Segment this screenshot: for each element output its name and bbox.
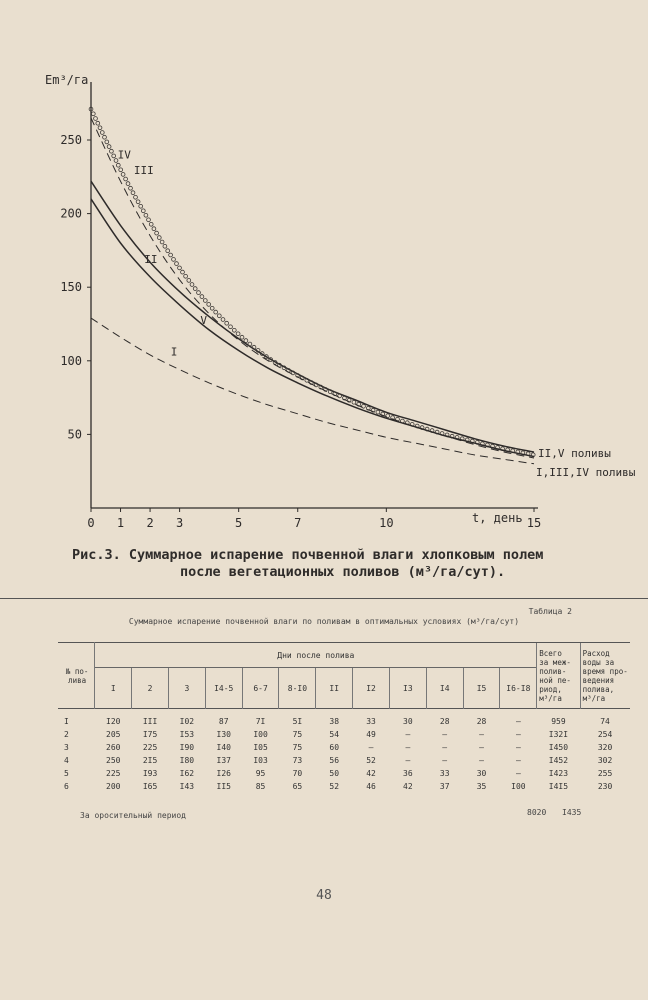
day-col-header: 2: [132, 668, 169, 709]
table-cell: 52: [329, 782, 340, 791]
y-tick-label: 200: [60, 206, 82, 221]
table-cell: I00: [253, 730, 268, 739]
series-III-marker: [94, 117, 98, 121]
table-cell: 30: [476, 769, 487, 778]
footer-rate: I435: [562, 808, 582, 817]
table-cell: 260: [106, 743, 121, 752]
table-row: [58, 728, 630, 741]
y-axis-label: Em³/га: [45, 73, 89, 87]
table-cell: –: [405, 756, 411, 765]
series-III-marker: [136, 200, 140, 204]
table-row: [58, 741, 630, 754]
series-III-marker: [169, 253, 173, 257]
series-III-marker: [203, 299, 207, 303]
table-cell: 28: [426, 709, 463, 729]
series-III-marker: [121, 173, 125, 177]
series-III-marker: [210, 306, 214, 310]
table-row: [58, 780, 630, 793]
table-number: Таблица 2: [528, 607, 572, 616]
table-cell: 87: [205, 709, 242, 729]
table-cell: 95: [255, 769, 266, 778]
day-col-header: II: [316, 668, 353, 709]
table-cell: –: [405, 743, 411, 752]
series-III-marker: [190, 283, 194, 287]
series-III-marker: [139, 204, 143, 208]
table-cell: 38: [316, 709, 353, 729]
series-III-marker: [240, 335, 244, 339]
series-I-label: I: [170, 345, 178, 359]
table-cell: 42: [403, 782, 413, 791]
table-cell: –: [515, 743, 521, 752]
table-cell: 46: [366, 782, 376, 791]
table-cell: 200: [106, 782, 121, 791]
x-tick-label: 5: [235, 516, 243, 530]
series-III-marker: [105, 140, 109, 144]
series-III-marker: [172, 258, 176, 262]
day-col-header: I5: [463, 668, 500, 709]
table-cell: 959: [537, 709, 580, 729]
table-cell: I423: [548, 769, 569, 778]
table-cell: 65: [292, 782, 303, 791]
series-III-marker: [157, 236, 161, 240]
series-III-marker: [175, 262, 179, 266]
footer-label: За оросительный период: [80, 811, 186, 820]
series-III-marker: [193, 287, 197, 291]
series-IV-label: IV: [117, 148, 131, 162]
table-cell: 36: [403, 769, 413, 778]
series-III-marker: [221, 318, 225, 322]
series-V-label: V: [200, 313, 207, 327]
row-number-cell: 4: [64, 756, 69, 765]
day-col-header: I4-5: [205, 668, 242, 709]
x-tick-label: 15: [526, 516, 542, 530]
series-III-marker: [131, 191, 135, 195]
evaporation-table: [58, 642, 630, 793]
table-cell: I75: [142, 730, 158, 739]
table-cell: I80: [179, 756, 195, 765]
table-cell: 30: [389, 709, 426, 729]
series-III-marker: [200, 295, 204, 299]
table-cell: I32I: [548, 730, 569, 739]
table-cell: 230: [597, 782, 613, 791]
table-cell: I90: [179, 743, 195, 752]
series-III-marker: [178, 266, 182, 270]
series-III-marker: [96, 121, 100, 125]
series-III-marker: [147, 218, 151, 222]
table-cell: I452: [548, 756, 569, 765]
x-axis-label: t, день: [472, 511, 523, 525]
series-III-marker: [124, 177, 128, 181]
series-III-marker: [91, 112, 95, 116]
table-cell: I4I5: [548, 782, 569, 791]
series-III-marker: [103, 135, 107, 139]
series-III-marker: [376, 410, 380, 414]
table-row: [58, 709, 630, 729]
table-cell: 28: [463, 709, 500, 729]
table-cell: I02: [168, 709, 205, 729]
header-total: Всего за меж- полив- ной пе- риод, м³/га: [537, 643, 580, 709]
table-cell: I53: [179, 730, 195, 739]
series-III-marker: [119, 168, 123, 172]
table-cell: 52: [366, 756, 376, 765]
table-cell: –: [405, 730, 411, 739]
series-III-marker: [144, 213, 148, 217]
series-III-line: [91, 109, 534, 455]
table-cell: I43: [179, 782, 195, 791]
table-title: Суммарное испарение почвенной влаги по поливам в оптимальных условиях (м³/га/сут): [128, 617, 520, 626]
table-cell: –: [368, 743, 374, 752]
table-cell: 35: [476, 782, 487, 791]
x-tick-label: 3: [175, 516, 184, 530]
figure-caption: [72, 547, 602, 581]
row-number-cell: 2: [64, 730, 69, 739]
series-III-marker: [184, 274, 188, 278]
end-label-ii-v: II,V поливы: [538, 447, 611, 460]
row-number-cell: 6: [64, 782, 69, 791]
table-row: [58, 767, 630, 780]
series-III-marker: [352, 400, 356, 404]
y-tick-label: 250: [60, 133, 82, 147]
day-col-header: I2: [353, 668, 390, 709]
series-II-line: [91, 181, 534, 452]
table-cell: 2I5: [142, 756, 158, 765]
table-cell: I30: [216, 730, 231, 739]
table-cell: 254: [597, 730, 613, 739]
header-water-use: Расход воды за время про- ведения полива, м³/га: [580, 643, 630, 709]
series-III-marker: [214, 310, 218, 314]
row-number-cell: I: [58, 709, 95, 729]
table-row: [58, 754, 630, 767]
caption-line-1: Рис.3. Суммарное испарение почвенной влаги хлопковым полем: [72, 547, 544, 563]
table-cell: 50: [329, 769, 340, 778]
table-cell: I93: [142, 769, 158, 778]
series-III-marker: [141, 209, 145, 213]
series-III-marker: [155, 231, 159, 235]
table-cell: I450: [548, 743, 569, 752]
table-cell: 85: [255, 782, 266, 791]
table-cell: II5: [216, 782, 231, 791]
table-cell: 320: [597, 743, 613, 752]
table-cell: 7I: [242, 709, 279, 729]
series-III-marker: [160, 240, 164, 244]
table-cell: 75: [292, 730, 303, 739]
end-label-i-iii-iv: I,III,IV поливы: [536, 466, 636, 479]
series-III-marker: [100, 131, 104, 135]
row-number-cell: 5: [64, 769, 69, 778]
y-tick-label: 50: [67, 427, 82, 442]
table-cell: –: [479, 730, 484, 739]
table-cell: 73: [292, 756, 303, 765]
x-tick-label: 0: [87, 516, 95, 530]
table-cell: I03: [253, 756, 268, 765]
series-III-marker: [244, 339, 248, 343]
table-cell: I20: [95, 709, 132, 729]
table-cell: –: [515, 769, 521, 778]
table-cell: –: [442, 730, 448, 739]
section-divider: [0, 598, 648, 599]
series-III-marker: [149, 222, 153, 226]
series-III-marker: [181, 270, 185, 274]
series-III-marker: [166, 249, 170, 253]
series-III-marker: [98, 126, 102, 130]
table-cell: 49: [366, 730, 376, 739]
day-col-header: I6-I8: [500, 668, 537, 709]
table-cell: 54: [329, 730, 340, 739]
table-cell: 33: [439, 769, 450, 778]
table-cell: I62: [179, 769, 195, 778]
table-cell: 70: [292, 769, 303, 778]
table-cell: 205: [106, 730, 121, 739]
y-tick-label: 150: [60, 280, 82, 295]
table-cell: 302: [597, 756, 613, 765]
series-III-marker: [163, 244, 167, 248]
series-III-marker: [134, 195, 138, 199]
series-III-marker: [207, 303, 211, 307]
series-III-marker: [110, 149, 114, 153]
table-cell: –: [479, 743, 484, 752]
y-tick-label: 100: [60, 353, 82, 368]
table-cell: III: [132, 709, 169, 729]
table-cell: 225: [106, 769, 121, 778]
header-irrigation-no: № по- лива: [58, 643, 95, 709]
table-cell: I00: [511, 782, 526, 791]
table-cell: 33: [353, 709, 390, 729]
table-cell: 60: [329, 743, 340, 752]
day-col-header: I3: [389, 668, 426, 709]
table-cell: 255: [597, 769, 613, 778]
table-cell: 5I: [279, 709, 316, 729]
table-cell: I37: [216, 756, 231, 765]
table-cell: –: [500, 709, 537, 729]
day-col-header: I: [95, 668, 132, 709]
table-cell: –: [442, 756, 448, 765]
series-III-marker: [152, 227, 156, 231]
table-cell: I65: [142, 782, 158, 791]
table-cell: 75: [292, 743, 303, 752]
row-number-cell: 3: [64, 743, 69, 752]
table-cell: 74: [580, 709, 630, 729]
series-III-marker: [129, 186, 133, 190]
footer-total: 8020: [527, 808, 547, 817]
table-cell: 42: [366, 769, 376, 778]
series-III-marker: [236, 332, 240, 336]
table-cell: I40: [216, 743, 231, 752]
table-cell: 250: [106, 756, 121, 765]
series-IV-line: [91, 118, 534, 458]
series-III-marker: [229, 325, 233, 329]
series-III-marker: [217, 314, 221, 318]
series-III-marker: [197, 291, 201, 295]
table-cell: –: [515, 730, 521, 739]
table-cell: 56: [329, 756, 340, 765]
table-cell: 225: [142, 743, 158, 752]
day-col-header: I4: [426, 668, 463, 709]
series-III-marker: [225, 321, 229, 325]
table-cell: –: [479, 756, 484, 765]
series-III-marker: [112, 154, 116, 158]
caption-line-2: после вегетационных поливов (м³/га/сут).: [180, 564, 506, 580]
day-col-header: 8-I0: [279, 668, 316, 709]
table-cell: 37: [439, 782, 450, 791]
series-III-marker: [232, 328, 236, 332]
page-number: 48: [316, 888, 332, 903]
x-tick-label: 2: [146, 516, 154, 530]
series-III-marker: [248, 342, 252, 346]
day-col-header: 3: [168, 668, 205, 709]
x-tick-label: 1: [116, 516, 125, 530]
x-tick-label: 7: [294, 516, 302, 530]
header-days-after: Дни после полива: [95, 643, 537, 668]
series-III-marker: [126, 182, 130, 186]
day-col-header: 6-7: [242, 668, 279, 709]
table-cell: –: [442, 743, 448, 752]
series-III-label: III: [133, 163, 154, 177]
table-cell: –: [515, 756, 521, 765]
series-III-marker: [107, 145, 111, 149]
series-II-label: II: [144, 253, 158, 267]
series-III-marker: [187, 279, 191, 283]
series-III-marker: [116, 163, 120, 167]
x-tick-label: 10: [379, 516, 394, 530]
table-cell: I26: [216, 769, 231, 778]
table-cell: I05: [253, 743, 268, 752]
